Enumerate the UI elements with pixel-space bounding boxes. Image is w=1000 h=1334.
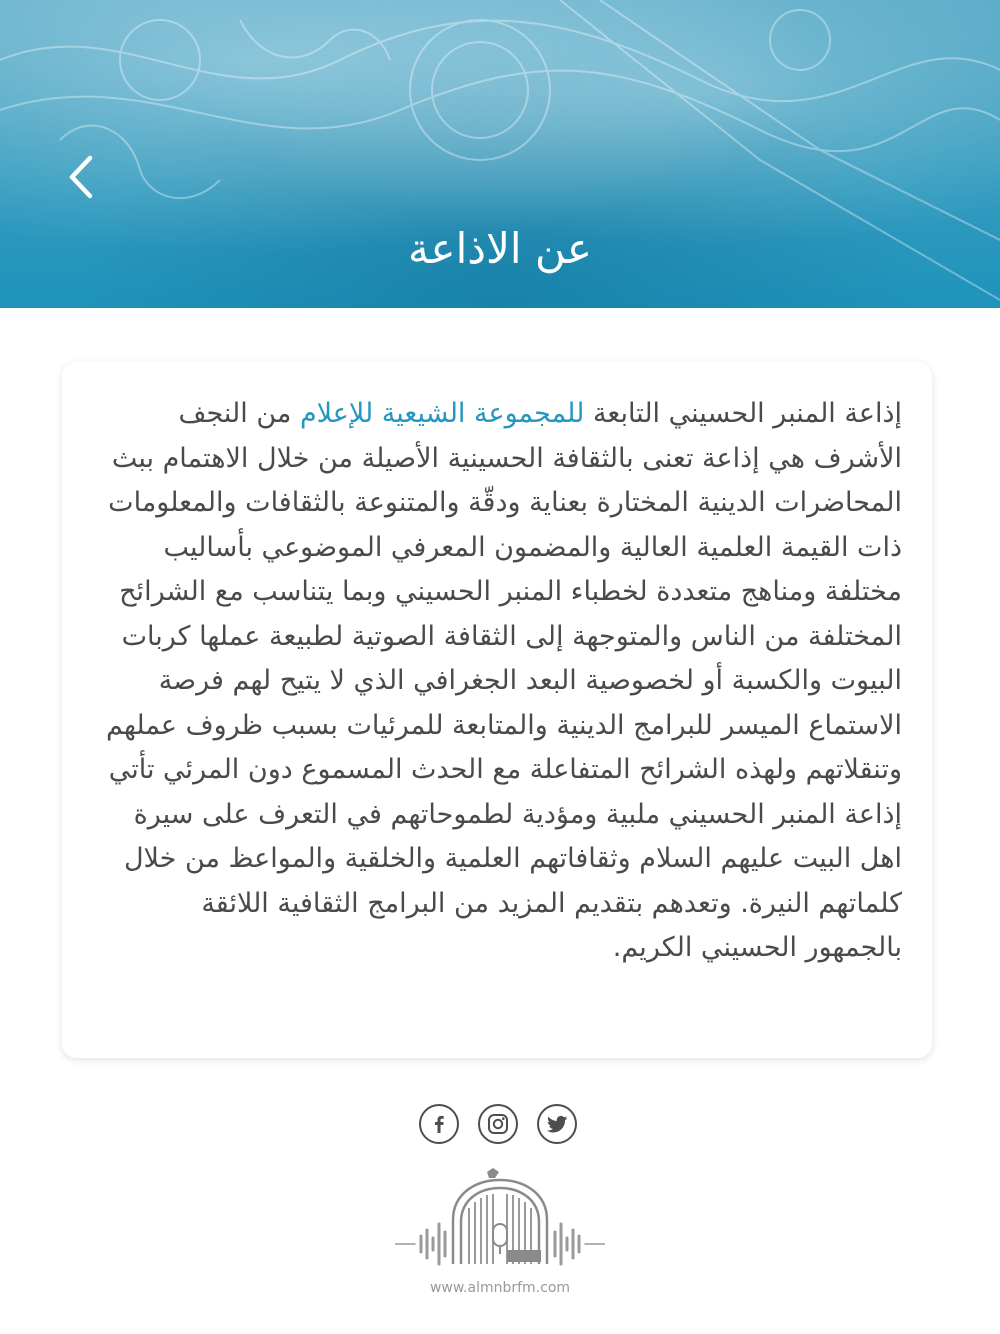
about-text xyxy=(100,392,902,971)
page-title: عن الاذاعة xyxy=(408,224,592,273)
twitter-icon xyxy=(545,1112,569,1136)
website-link[interactable]: www.almnbrfm.com xyxy=(429,1280,571,1296)
about-text-body: من النجف الأشرف هي إذاعة تعنى بالثقافة الحسينية الأصيلة من خلال الاهتمام ببث المحاضرات الدينية المختارة بعناية ودقّة والمتنوعة بالثقافات والمعلومات ذات القيمة العلمية العالية والمضمون المعرفي الموضوعي بأساليب مختلفة ومناهج متعددة لخطباء المنبر الحسيني وبما يتناسب مع الشرائح المختلفة من الناس والمتوجهة إلى الثقافة الصوتية لطبيعة عملها كربات البيوت والكسبة أو لخصوصية البعد الجغرافي الذي لا يتيح لهم فرصة الاستماع الميسر للبرامج الدينية والمتابعة للمرئيات بسبب ظروف عملهم وتنقلاتهم ولهذه الشرائح المتفاعلة مع الحدث المسموع دون المرئي تأتي إذاعة المنبر الحسيني ملبية ومؤدية لطموحاتهم في التعرف على سيرة اهل البيت عليهم السلام وثقافاتهم العلمية والخلقية والمواعظ من خلال كلماتهم النيرة. وتعدهم بتقديم المزيد من البرامج الثقافية اللائقة بالجمهور الحسيني الكريم. xyxy=(105,398,902,963)
facebook-icon xyxy=(428,1113,450,1135)
twitter-button[interactable] xyxy=(537,1104,577,1144)
about-card xyxy=(62,362,932,1058)
media-group-link[interactable]: للمجموعة الشيعية للإعلام xyxy=(299,398,585,429)
facebook-button[interactable] xyxy=(419,1104,459,1144)
chevron-left-icon xyxy=(60,150,104,204)
instagram-button[interactable] xyxy=(478,1104,518,1144)
back-button[interactable] xyxy=(60,150,104,204)
instagram-icon xyxy=(486,1112,510,1136)
header-banner xyxy=(0,0,1000,308)
radio-logo xyxy=(395,1168,605,1270)
radio-logo-icon xyxy=(395,1168,605,1270)
about-text-intro: إذاعة المنبر الحسيني التابعة xyxy=(584,398,902,429)
